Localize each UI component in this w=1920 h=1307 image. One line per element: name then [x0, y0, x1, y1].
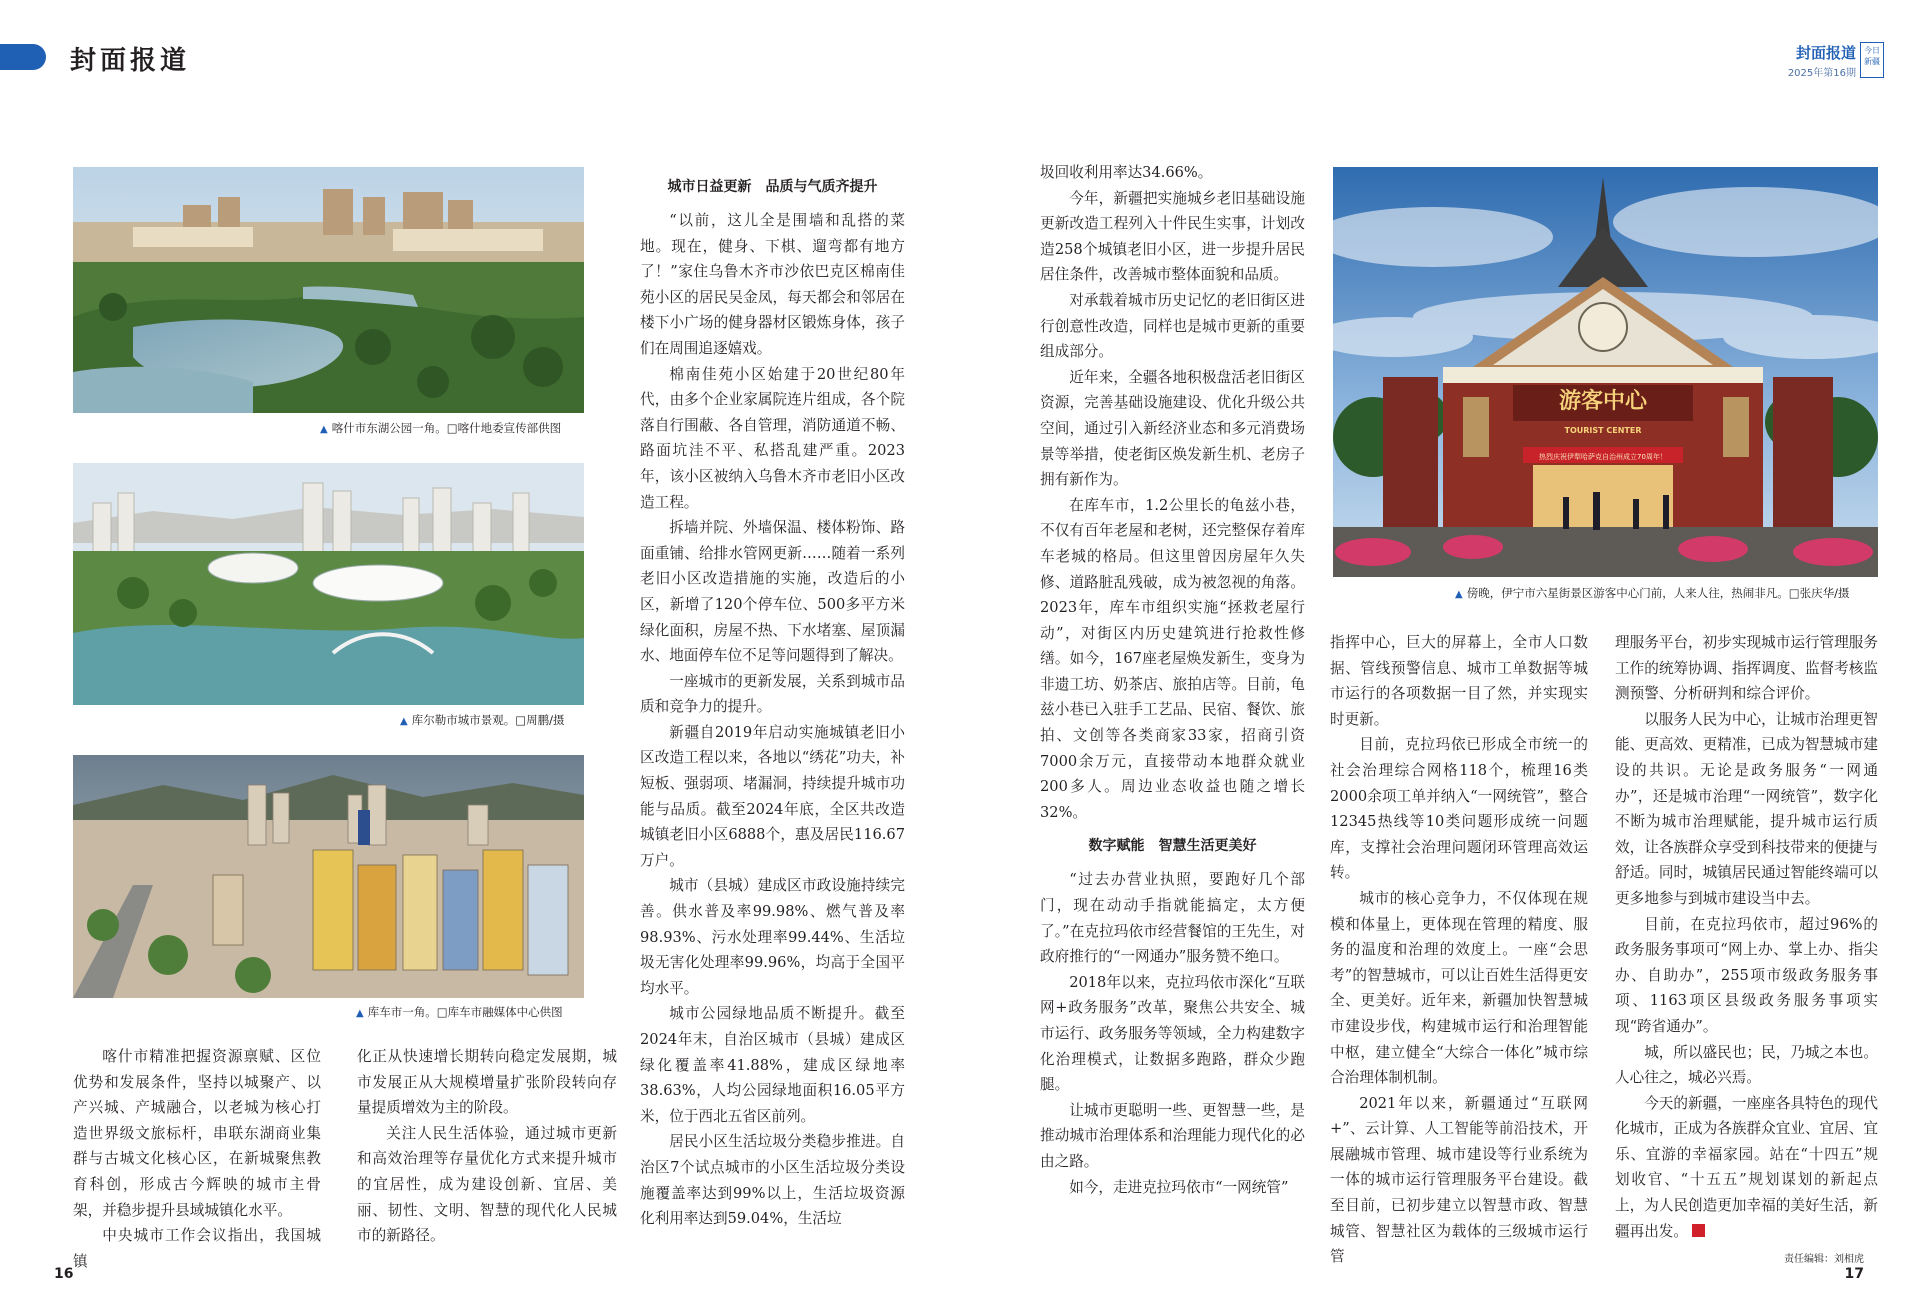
- paragraph: 如今，走进克拉玛依市“一网统管”: [1069, 1178, 1289, 1196]
- header-right: [1788, 42, 1856, 79]
- paragraph: 新疆自2019年启动实施城镇老旧小区改造工程以来，各地以“绣花”功夫，补短板、强弱项、堵漏洞，持续提升城市功能与品质。截至2024年底，全区共改造城镇老旧小区6888个，惠及居民116.67万户。: [640, 723, 905, 869]
- paragraph: 圾回收利用率达34.66%。: [1040, 164, 1213, 181]
- paragraph: [1615, 1091, 1878, 1245]
- column-1: [73, 1044, 321, 1274]
- paragraph: 理服务平台，初步实现城市运行管理服务工作的统筹协调、指挥调度、监督考核监测预警、分析研判和综合评价。: [1615, 634, 1878, 703]
- caption-photo-2: [400, 712, 564, 730]
- section-title-right: 封面报道: [1795, 44, 1856, 62]
- paragraph: 2018年以来，克拉玛依市深化“互联网+政务服务”改革，聚焦公共安全、城市运行、政务服务等领域，全力构建数字化治理模式，让数据多跑路，群众少跑腿。: [1040, 973, 1305, 1094]
- caption-triangle-icon: ▲: [320, 424, 328, 435]
- caption-photo-3: [356, 1004, 563, 1022]
- paragraph: 让城市更聪明一些、更智慧一些，是推动城市治理体系和治理能力现代化的必由之路。: [1040, 1101, 1305, 1170]
- column-6: [1615, 630, 1878, 1244]
- photo-yining-tourist-center: [1333, 167, 1878, 577]
- caption-text: 库尔勒市城市景观。□周鹏/摄: [411, 713, 565, 727]
- paragraph: 中央城市工作会议指出，我国城镇: [73, 1227, 321, 1270]
- column-5: [1330, 630, 1588, 1270]
- paragraph: 城市公园绿地品质不断提升。截至2024年末，自治区城市（县城）建成区绿化覆盖率41.88%，建成区绿地率38.63%，人均公园绿地面积16.05平方米，位于西北五省区前列。: [640, 1005, 905, 1125]
- paragraph: 指挥中心，巨大的屏幕上，全市人口数据、管线预警信息、城市工单数据等城市运行的各项数据一目了然，并实现实时更新。: [1330, 634, 1588, 728]
- paragraph-text: 今天的新疆，一座座各具特色的现代化城市，正成为各族群众宜业、宜居、宜乐、宜游的幸福家园。站在“十四五”规划收官、“十五五”规划谋划的新起点上，为人民创造更加幸福的美好生活，新疆再出发。: [1615, 1094, 1878, 1240]
- magazine-logo: 今日新疆: [1860, 42, 1884, 78]
- section-title-left: 封面报道: [70, 46, 191, 76]
- caption-triangle-icon: ▲: [1455, 589, 1463, 600]
- paragraph: 目前，克拉玛依已形成全市统一的社会治理综合网格118个，梳理16类2000余项工单并纳入“一网统管”，整合12345热线等10类问题形成统一问题库，支撑社会治理问题闭环管理高效运转。: [1330, 736, 1588, 882]
- paragraph: 以服务人民为中心，让城市治理更智能、更高效、更精准，已成为智慧城市建设的共识。无论是政务服务“一网通办”，还是城市治理“一网统管”，数字化不断为城市治理赋能，提升城市运行质效，让各族群众享受到科技带来的便捷与舒适。同时，城镇居民通过智能终端可以更多地参与到城市建设当中去。: [1615, 710, 1878, 907]
- tourist-center-sign: 游客中心: [1558, 389, 1648, 414]
- paragraph: “过去办营业执照，要跑好几个部门，现在动动手指就能搞定，太方便了。”在克拉玛依市经营餐馆的王先生，对政府推行的“一网通办”服务赞不绝口。: [1040, 871, 1305, 966]
- tourist-center-sign-en: TOURIST CENTER: [1564, 426, 1642, 435]
- page-number-right: 17: [1844, 1266, 1864, 1282]
- section-heading-digital-empowerment: 数字赋能 智慧生活更美好: [1088, 838, 1257, 855]
- paragraph: 城市的核心竞争力，不仅体现在规模和体量上，更体现在管理的精度、服务的温度和治理的效度上。一座“会思考”的智慧城市，可以让百姓生活得更安全、更美好。近年来，新疆加快智慧城市建设步伐，构建城市运行和治理智能中枢，建立健全“大综合一体化”城市综合治理体制机制。: [1330, 889, 1588, 1087]
- column-2: [357, 1044, 617, 1249]
- end-mark-icon: [1692, 1224, 1705, 1237]
- paragraph: 2021年以来，新疆通过“互联网+”、云计算、人工智能等前沿技术，开展融城市管理、城市建设等行业系统为一体的城市运行管理服务平台建设。截至目前，已初步建立以智慧市政、智慧城管、智慧社区为载体的三级城市运行管: [1330, 1094, 1588, 1266]
- paragraph: 居民小区生活垃圾分类稳步推进。自治区7个试点城市的小区生活垃圾分类设施覆盖率达到99%以上，生活垃圾资源化利用率达到59.04%，生活垃: [640, 1133, 905, 1228]
- caption-text: 傍晚，伊宁市六星街景区游客中心门前，人来人往，热闹非凡。□张庆华/摄: [1466, 586, 1850, 600]
- paragraph: 目前，在克拉玛依市，超过96%的政务服务事项可“网上办、掌上办、指尖办、自助办”，255项市级政务服务事项、1163项区县级政务服务事项实现“跨省通办”。: [1615, 915, 1878, 1035]
- page-number-left: 16: [54, 1266, 74, 1282]
- paragraph: “以前，这儿全是围墙和乱搭的菜地。现在，健身、下棋、遛弯都有地方了！”家住乌鲁木齐市沙依巴克区棉南佳苑小区的居民吴金凤，每天都会和邻居在楼下小广场的健身器材区锻炼身体，孩子们在周围追逐嬉戏。: [640, 212, 905, 357]
- paragraph: 棉南佳苑小区始建于20世纪80年代，由多个企业家属院连片组成，各个院落自行围蔽、各自管理，消防通道不畅、路面坑洼不平、私搭乱建严重。2023年，该小区被纳入乌鲁木齐市老旧小区改造工程。: [640, 365, 905, 511]
- paragraph: 城，所以盛民也；民，乃城之本也。人心往之，城必兴焉。: [1615, 1043, 1878, 1087]
- responsible-editor: 责任编辑：刘相虎: [1784, 1254, 1864, 1265]
- paragraph: 城市（县城）建成区市政设施持续完善。供水普及率99.98%、燃气普及率98.93%、污水处理率99.44%、生活垃圾无害化处理率99.96%，均高于全国平均水平。: [640, 877, 905, 997]
- caption-text: 库车市一角。□库车市融媒体中心供图: [367, 1005, 563, 1019]
- paragraph: 近年来，全疆各地积极盘活老旧街区资源，完善基础设施建设、优化升级公共空间，通过引入新经济业态和多元消费场景等举措，使老街区焕发新生机、老房子拥有新作为。: [1040, 368, 1305, 489]
- paragraph: 一座城市的更新发展，关系到城市品质和竞争力的提升。: [640, 672, 905, 716]
- issue-label: 2025年第16期: [1787, 68, 1856, 79]
- section-tab-marker: [0, 44, 46, 70]
- column-3: [640, 174, 905, 1232]
- paragraph: 今年，新疆把实施城乡老旧基础设施更新改造工程列入十件民生实事，计划改造258个城镇老旧小区，进一步提升居民居住条件，改善城市整体面貌和品质。: [1040, 189, 1305, 284]
- section-heading-urban-renewal: 城市日益更新 品质与气质齐提升: [667, 179, 878, 195]
- photo-kuqa-city: [73, 755, 584, 998]
- photo-kashgar-east-lake: [73, 167, 584, 413]
- caption-photo-1: [320, 420, 561, 438]
- paragraph: 喀什市精准把握资源禀赋、区位优势和发展条件，坚持以城聚产、以产兴城、产城融合，以老城为核心打造世界级文旅标杆，串联东湖商业集群与古城文化核心区，在新城聚焦教育科创，形成古今辉映的城市主骨架，并稳步提升县域城镇化水平。: [73, 1048, 321, 1219]
- paragraph: 关注人民生活体验，通过城市更新和高效治理等存量优化方式来提升城市的宜居性，成为建设创新、宜居、美丽、韧性、文明、智慧的现代化人民城市的新路径。: [357, 1124, 617, 1245]
- caption-triangle-icon: ▲: [400, 716, 408, 727]
- caption-text: 喀什市东湖公园一角。□喀什地委宣传部供图: [331, 421, 562, 435]
- paragraph: 拆墙并院、外墙保温、楼体粉饰、路面重铺、给排水管网更新……随着一系列老旧小区改造措施的实施，改造后的小区，新增了120个停车位、500多平方米绿化面积，房屋不热、下水堵塞、屋顶漏水、地面停车位不足等问题得到了解决。: [640, 519, 905, 665]
- paragraph: 在库车市，1.2公里长的龟兹小巷，不仅有百年老屋和老树，还完整保存着库车老城的格局。但这里曾因房屋年久失修、道路脏乱残破，成为被忽视的角落。2023年，库车市组织实施“拯救老屋行动”，对街区内历史建筑进行抢救性修缮。如今，167座老屋焕发新生，变身为非遗工坊、奶茶店、旅拍店等。目前，龟兹小巷已入驻手工艺品、民宿、餐饮、旅拍、文创等各类商家33家，招商引资7000余万元，直接带动本地群众就业200多人。周边业态收益也随之增长32%。: [1040, 496, 1305, 821]
- column-4: [1040, 160, 1305, 1200]
- caption-photo-4: [1455, 585, 1849, 603]
- caption-triangle-icon: ▲: [356, 1008, 364, 1019]
- celebration-banner: 热烈庆祝伊犁哈萨克自治州成立70周年！: [1539, 453, 1667, 461]
- photo-korla-cityscape: [73, 463, 584, 705]
- paragraph: 化正从快速增长期转向稳定发展期，城市发展正从大规模增量扩张阶段转向存量提质增效为主的阶段。: [357, 1048, 617, 1117]
- paragraph: 对承载着城市历史记忆的老旧街区进行创意性改造，同样也是城市更新的重要组成部分。: [1040, 291, 1305, 361]
